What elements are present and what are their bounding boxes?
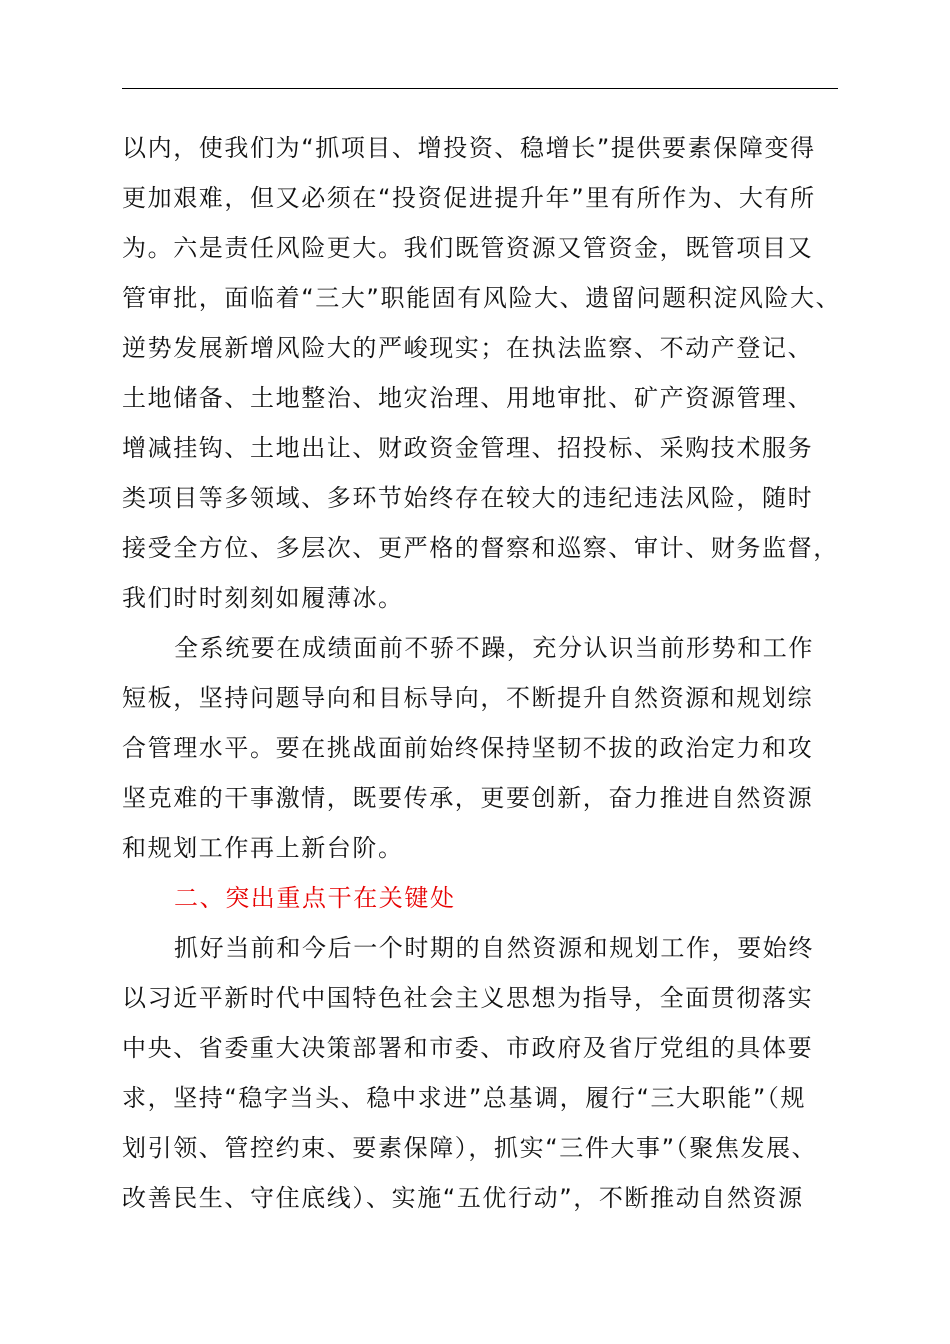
text-line: 管审批，面临着“三大”职能固有风险大、遗留问题积淀风险大、 [122,284,842,312]
text-line: 中央、省委重大决策部署和市委、市政府及省厅党组的具体要 [122,1034,814,1062]
text-line: 改善民生、守住底线）、实施“五优行动”，不断推动自然资源 [122,1184,804,1212]
header-rule [122,88,838,89]
text-line: 接受全方位、多层次、更严格的督察和巡察、审计、财务监督， [122,534,839,562]
text-line: 求，坚持“稳字当头、稳中求进”总基调，履行“三大职能”（规 [122,1084,807,1112]
text-line: 增减挂钩、土地出让、财政资金管理、招投标、采购技术服务 [122,434,814,462]
paragraph-first-line: 抓好当前和今后一个时期的自然资源和规划工作，要始终 [174,934,814,962]
text-line: 为。六是责任风险更大。我们既管资源又管资金，既管项目又 [122,234,814,262]
text-line: 划引领、管控约束、要素保障），抓实“三件大事”（聚焦发展、 [122,1134,818,1162]
text-line: 短板，坚持问题导向和目标导向，不断提升自然资源和规划综 [122,684,814,712]
document-body [122,123,862,1223]
text-line: 类项目等多领域、多环节始终存在较大的违纪违法风险，随时 [122,484,814,512]
text-line: 土地储备、土地整治、地灾治理、用地审批、矿产资源管理、 [122,384,814,412]
text-line: 以内，使我们为“抓项目、增投资、稳增长”提供要素保障变得 [122,134,816,162]
paragraph-first-line: 全系统要在成绩面前不骄不躁，充分认识当前形势和工作 [174,634,814,662]
text-line: 以习近平新时代中国特色社会主义思想为指导，全面贯彻落实 [122,984,814,1012]
text-line: 合管理水平。要在挑战面前始终保持坚韧不拔的政治定力和攻 [122,734,814,762]
text-line: 和规划工作再上新台阶。 [122,834,404,862]
section-heading: 二、突出重点干在关键处 [174,884,456,912]
text-line: 坚克难的干事激情，既要传承，更要创新，奋力推进自然资源 [122,784,814,812]
text-line: 逆势发展新增风险大的严峻现实；在执法监察、不动产登记、 [122,334,814,362]
text-line: 更加艰难，但又必须在“投资促进提升年”里有所作为、大有所 [122,184,816,212]
text-line: 我们时时刻刻如履薄冰。 [122,584,404,612]
